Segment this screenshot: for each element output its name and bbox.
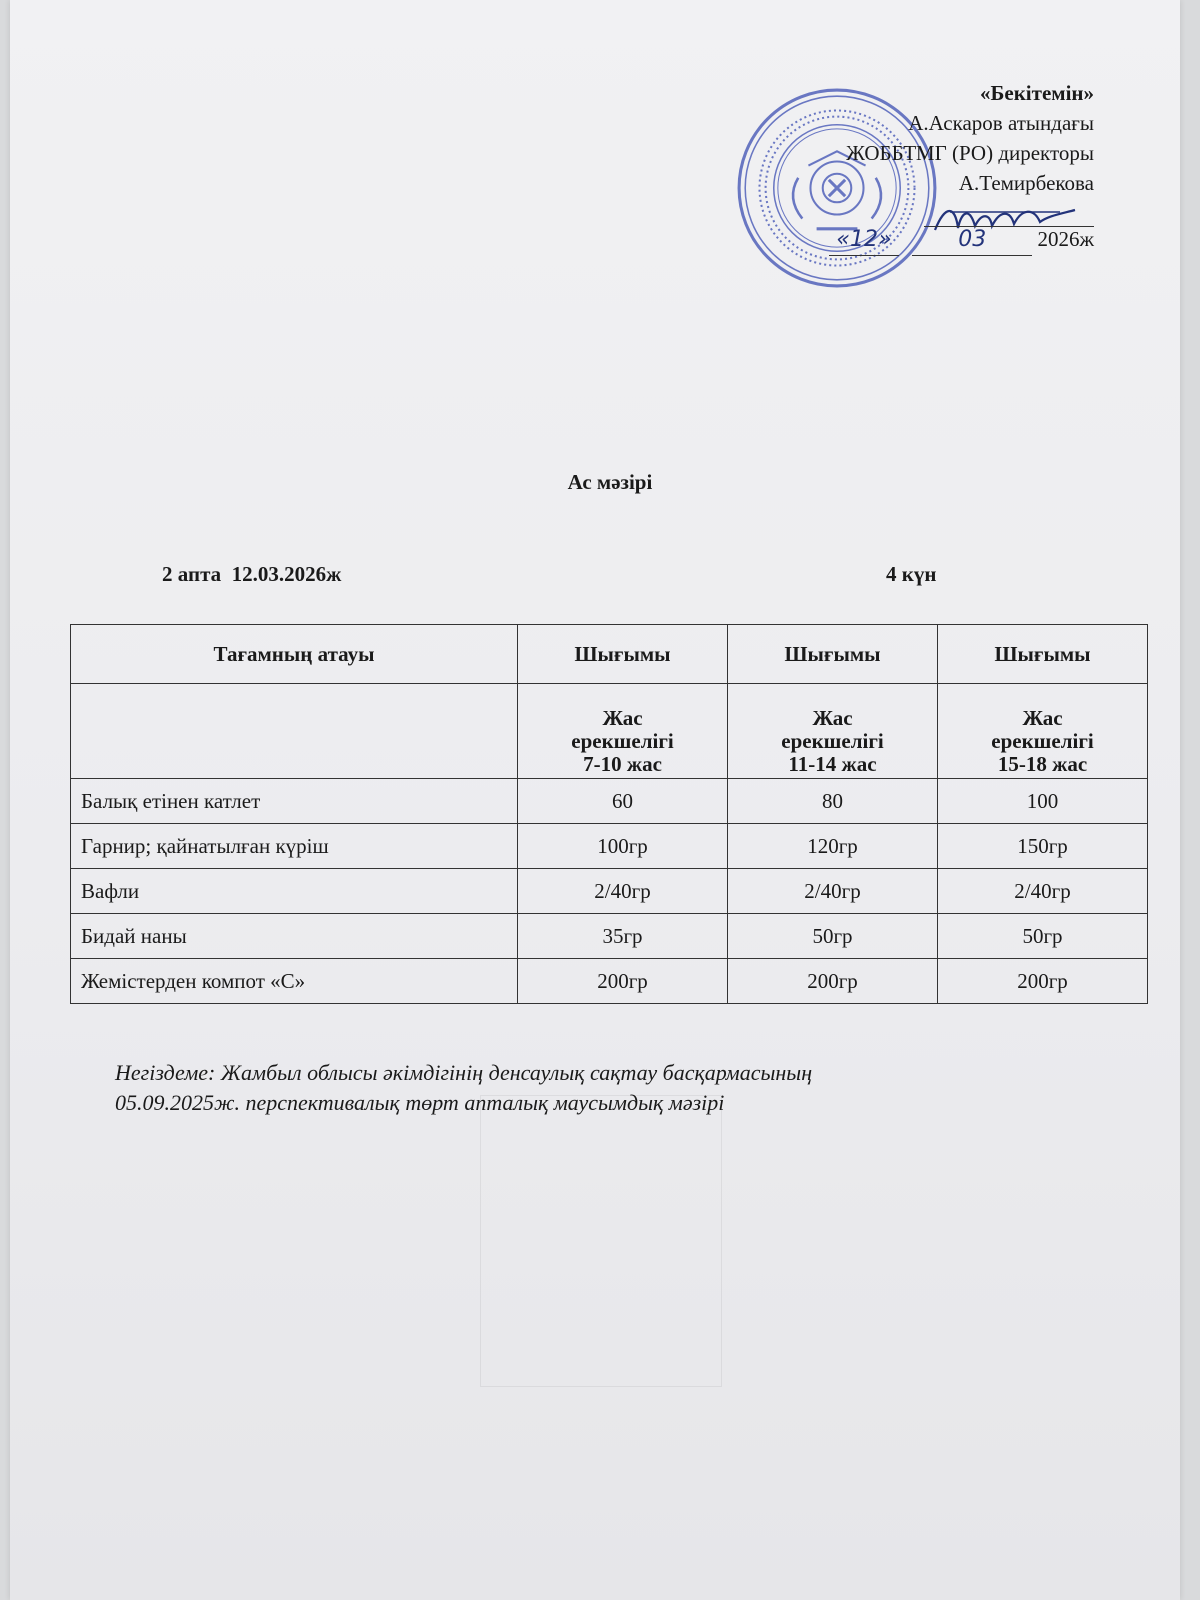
table-header-row bbox=[71, 625, 1148, 684]
approval-position: ЖОББТМГ (РО) директоры bbox=[846, 141, 1094, 165]
basis-line-2: 05.09.2025ж. перспективалық төрт апталық маусымдық мәзірі bbox=[115, 1090, 725, 1115]
table-row bbox=[71, 959, 1148, 1004]
basis-line-1: Негіздеме: Жамбыл облысы әкімдігінің денсаулық сақтау басқармасының bbox=[115, 1060, 813, 1085]
age-group-range: 11-14 жас bbox=[788, 752, 877, 776]
yield-value: 100 bbox=[938, 779, 1148, 824]
yield-value: 2/40гр bbox=[728, 869, 938, 914]
yield-value: 200гр bbox=[518, 959, 728, 1004]
yield-value: 2/40гр bbox=[938, 869, 1148, 914]
yield-value: 60 bbox=[518, 779, 728, 824]
dish-name: Вафли bbox=[71, 869, 518, 914]
yield-value: 50гр bbox=[938, 914, 1148, 959]
dish-name: Жемістерден компот «С» bbox=[71, 959, 518, 1004]
age-group-cell bbox=[518, 684, 728, 779]
yield-value: 50гр bbox=[728, 914, 938, 959]
table-row bbox=[71, 824, 1148, 869]
column-header-yield-3: Шығымы bbox=[938, 625, 1148, 684]
yield-value: 120гр bbox=[728, 824, 938, 869]
age-group-label: Жас bbox=[602, 706, 643, 730]
age-group-label: Жас bbox=[812, 706, 853, 730]
age-group-row bbox=[71, 684, 1148, 779]
age-group-empty-cell bbox=[71, 684, 518, 779]
yield-value: 200гр bbox=[938, 959, 1148, 1004]
dish-name: Балық етінен катлет bbox=[71, 779, 518, 824]
show-through-mark bbox=[480, 1095, 722, 1387]
table-row bbox=[71, 869, 1148, 914]
age-group-label: Жас bbox=[1022, 706, 1063, 730]
age-group-label: ерекшелігі bbox=[991, 729, 1094, 753]
approval-director-name: А.Темирбекова bbox=[958, 171, 1094, 195]
day-label: 4 күн bbox=[886, 562, 937, 586]
approval-date-year: 2026ж bbox=[1037, 227, 1094, 251]
yield-value: 35гр bbox=[518, 914, 728, 959]
menu-table bbox=[70, 624, 1148, 1004]
column-header-dish: Тағамның атауы bbox=[71, 625, 518, 684]
age-group-range: 15-18 жас bbox=[997, 752, 1088, 776]
week-date: 2 апта 12.03.2026ж bbox=[162, 562, 342, 586]
column-header-yield-2: Шығымы bbox=[728, 625, 938, 684]
approval-date bbox=[764, 224, 1094, 256]
yield-value: 80 bbox=[728, 779, 938, 824]
age-group-label: ерекшелігі bbox=[571, 729, 674, 753]
table-row bbox=[71, 914, 1148, 959]
approval-title: «Бекітемін» bbox=[979, 81, 1094, 105]
age-group-label: ерекшелігі bbox=[781, 729, 884, 753]
dish-name: Гарнир; қайнатылған күріш bbox=[71, 824, 518, 869]
approval-date-day: «12» bbox=[829, 225, 899, 256]
approval-block bbox=[764, 78, 1094, 256]
yield-value: 100гр bbox=[518, 824, 728, 869]
age-group-range: 7-10 жас bbox=[583, 752, 662, 776]
table-row bbox=[71, 779, 1148, 824]
age-group-cell bbox=[938, 684, 1148, 779]
approval-school: А.Аскаров атындағы bbox=[908, 111, 1094, 135]
yield-value: 2/40гр bbox=[518, 869, 728, 914]
age-group-cell bbox=[728, 684, 938, 779]
document-page bbox=[10, 0, 1180, 1600]
approval-date-month: 03 bbox=[912, 225, 1032, 256]
column-header-yield-1: Шығымы bbox=[518, 625, 728, 684]
yield-value: 200гр bbox=[728, 959, 938, 1004]
yield-value: 150гр bbox=[938, 824, 1148, 869]
page-title: Ас мәзірі bbox=[567, 470, 653, 494]
dish-name: Бидай наны bbox=[71, 914, 518, 959]
